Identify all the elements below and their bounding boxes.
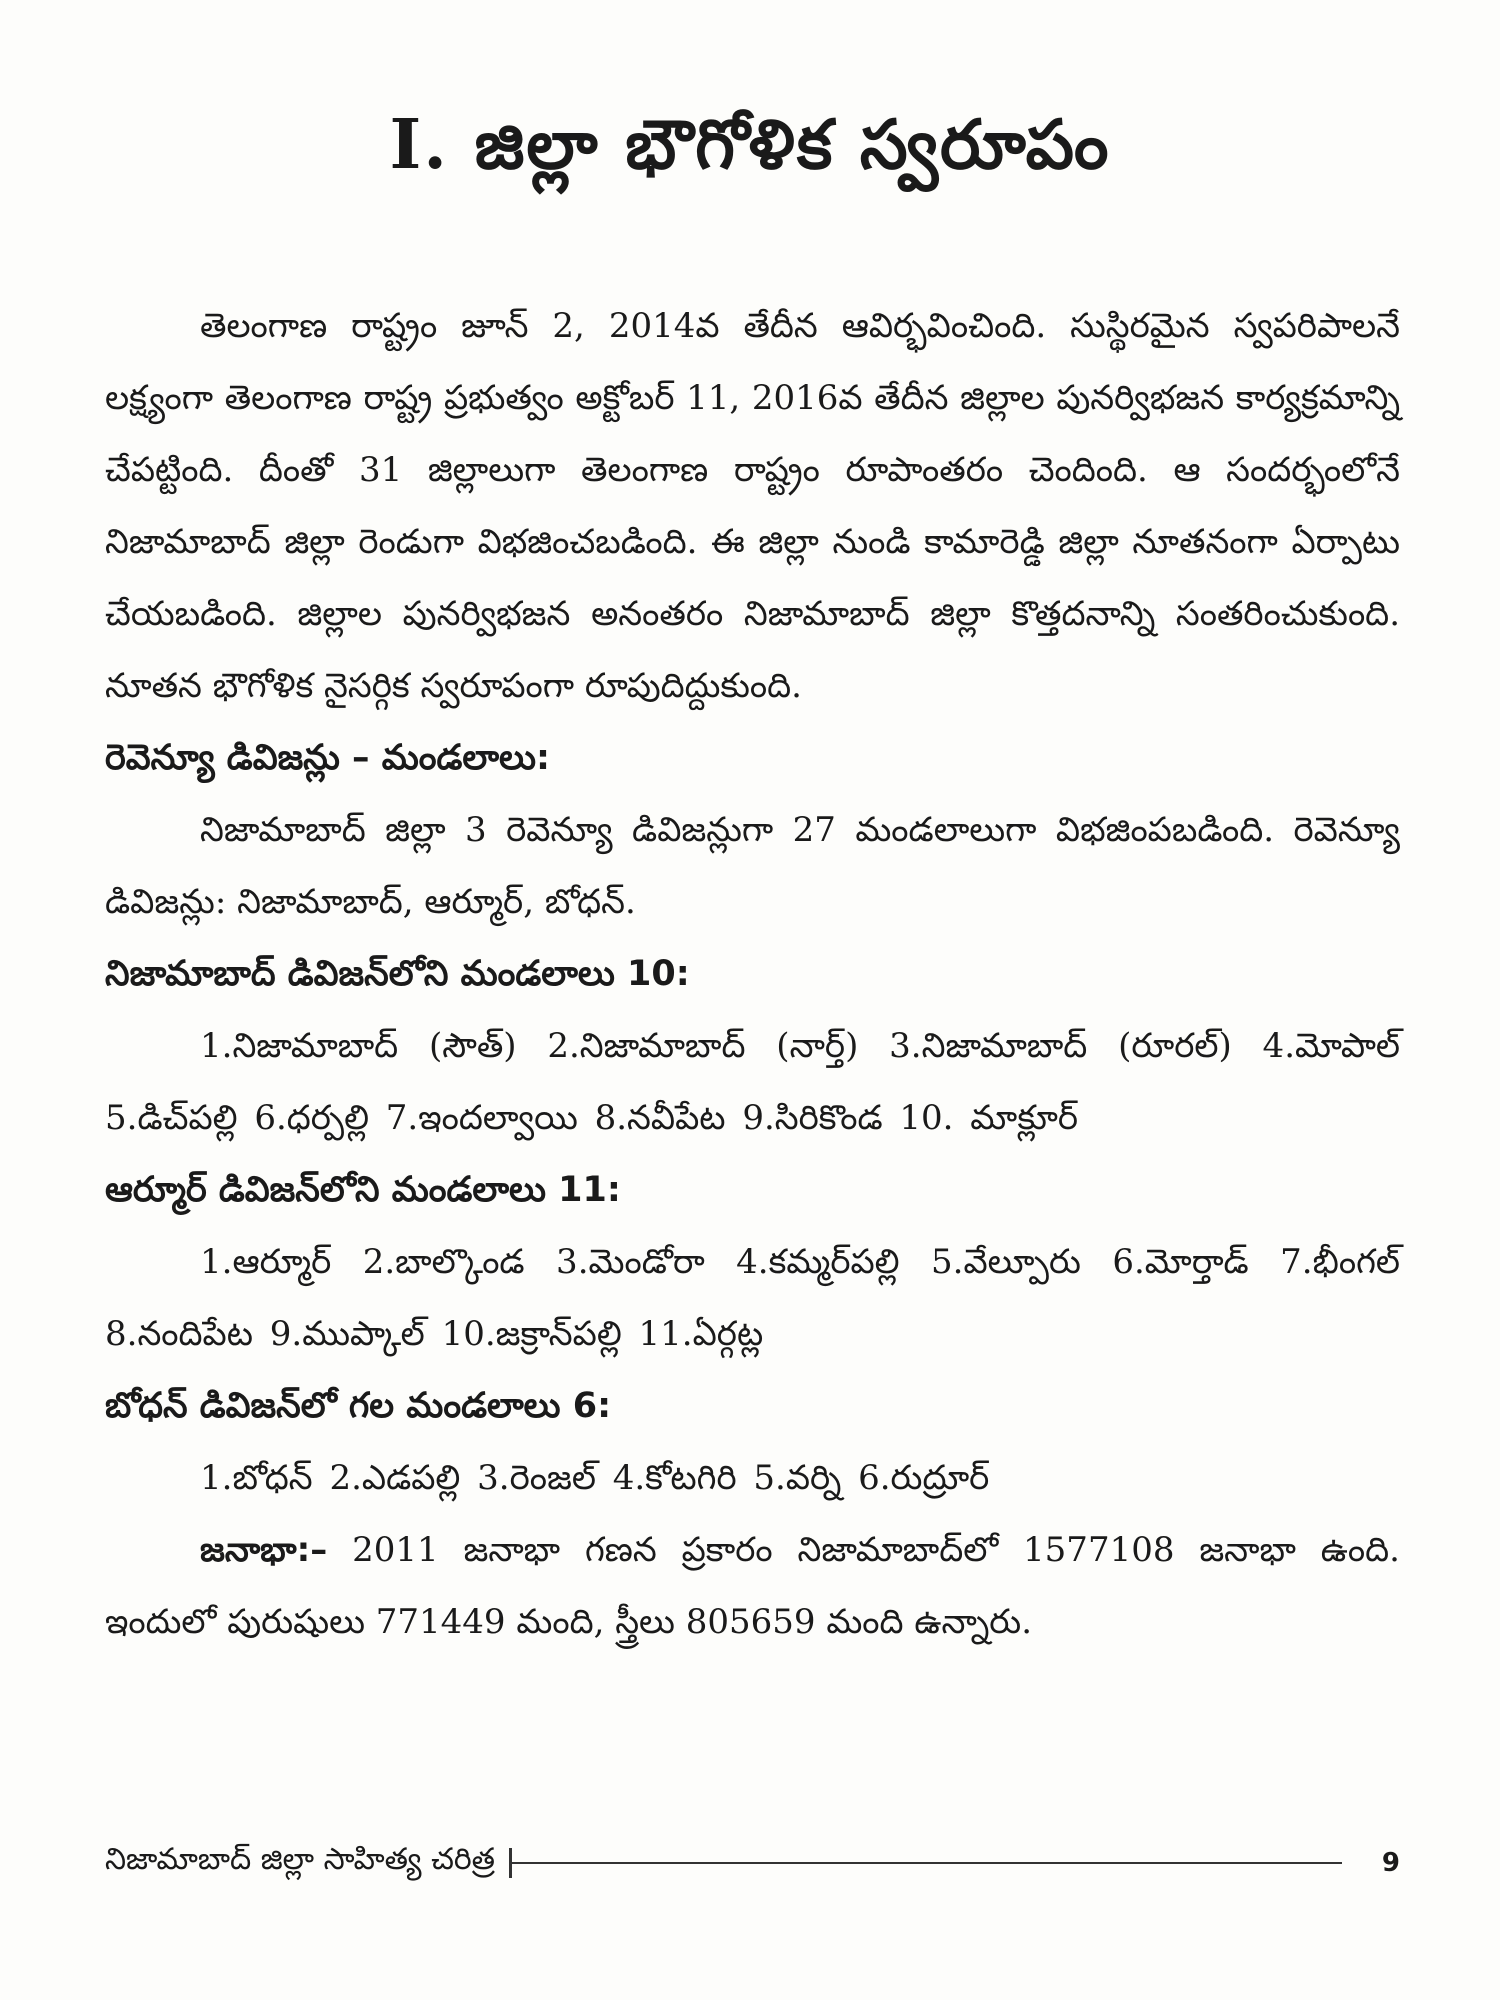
armoor-division-mandals: 1.ఆర్మూర్ 2.బాల్కొండ 3.మెండోరా 4.కమ్మర్‌పల్లి 5.వేల్పూరు 6.మోర్తాడ్ 7.భీంగల్ 8.నందిపేట 9.ముప్కాల్ 10.జక్రాన్‌పల్లి 11.ఏర్గట్ల bbox=[105, 1242, 1400, 1354]
nizamabad-division-heading: నిజామాబాద్ డివిజన్‌లోని మండలాలు 10: bbox=[105, 954, 690, 994]
revenue-divisions-heading: రెవెన్యూ డివిజన్లు – మండలాలు: bbox=[105, 738, 550, 778]
chapter-title: I. జిల్లా భౌగోళిక స్వరూపం bbox=[389, 105, 1111, 185]
bodhan-division-heading: బోధన్ డివిజన్‌లో గల మండలాలు 6: bbox=[105, 1386, 612, 1426]
population-paragraph bbox=[105, 1514, 1400, 1658]
page-number: 9 bbox=[1381, 1848, 1400, 1878]
footer-rule bbox=[509, 1862, 1342, 1864]
revenue-divisions-paragraph: నిజామాబాద్ జిల్లా 3 రెవెన్యూ డివిజన్లుగా 27 మండలాలుగా విభజింపబడింది. రెవెన్యూ డివిజన్లు: నిజామాబాద్, ఆర్మూర్, బోధన్. bbox=[105, 810, 1400, 922]
population-label: జనాభా:– bbox=[200, 1530, 328, 1570]
population-text: 2011 జనాభా గణన ప్రకారం నిజామాబాద్‌లో 1577108 జనాభా ఉంది. ఇందులో పురుషులు 771449 మంది, స్త్రీలు 805659 మంది ఉన్నారు. bbox=[105, 1530, 1400, 1642]
page-content bbox=[105, 290, 1400, 1658]
nizamabad-division-mandals: 1.నిజామాబాద్ (సౌత్) 2.నిజామాబాద్ (నార్త్) 3.నిజామాబాద్ (రూరల్) 4.మోపాల్ 5.డిచ్‌పల్లి 6.ధర్పల్లి 7.ఇందల్వాయి 8.నవీపేట 9.సిరికొండ 10. మాక్లూర్ bbox=[105, 1026, 1400, 1138]
bodhan-division-mandals: 1.బోధన్ 2.ఎడపల్లి 3.రెంజల్ 4.కోటగిరి 5.వర్ని 6.రుద్రూర్ bbox=[200, 1458, 990, 1498]
armoor-division-heading: ఆర్మూర్ డివిజన్‌లోని మండలాలు 11: bbox=[105, 1170, 621, 1210]
page-footer bbox=[105, 1838, 1400, 1888]
footer-book-title: నిజామాబాద్ జిల్లా సాహిత్య చరిత్ర bbox=[105, 1842, 496, 1877]
intro-paragraph: తెలంగాణ రాష్ట్రం జూన్ 2, 2014వ తేదీన ఆవిర్భవించింది. సుస్థిరమైన స్వపరిపాలనే లక్ష్యంగా తెలంగాణ రాష్ట్ర ప్రభుత్వం అక్టోబర్ 11, 2016వ తేదీన జిల్లాల పునర్విభజన కార్యక్రమాన్ని చేపట్టింది. దీంతో 31 జిల్లాలుగా తెలంగాణ రాష్ట్రం రూపాంతరం చెందింది. ఆ సందర్భంలోనే నిజామాబాద్ జిల్లా రెండుగా విభజించబడింది. ఈ జిల్లా నుండి కామారెడ్డి జిల్లా నూతనంగా ఏర్పాటు చేయబడింది. జిల్లాల పునర్విభజన అనంతరం నిజామాబాద్ జిల్లా కొత్తదనాన్ని సంతరించుకుంది. నూతన భౌగోళిక నైసర్గిక స్వరూపంగా రూపుదిద్దుకుంది. bbox=[105, 306, 1400, 706]
